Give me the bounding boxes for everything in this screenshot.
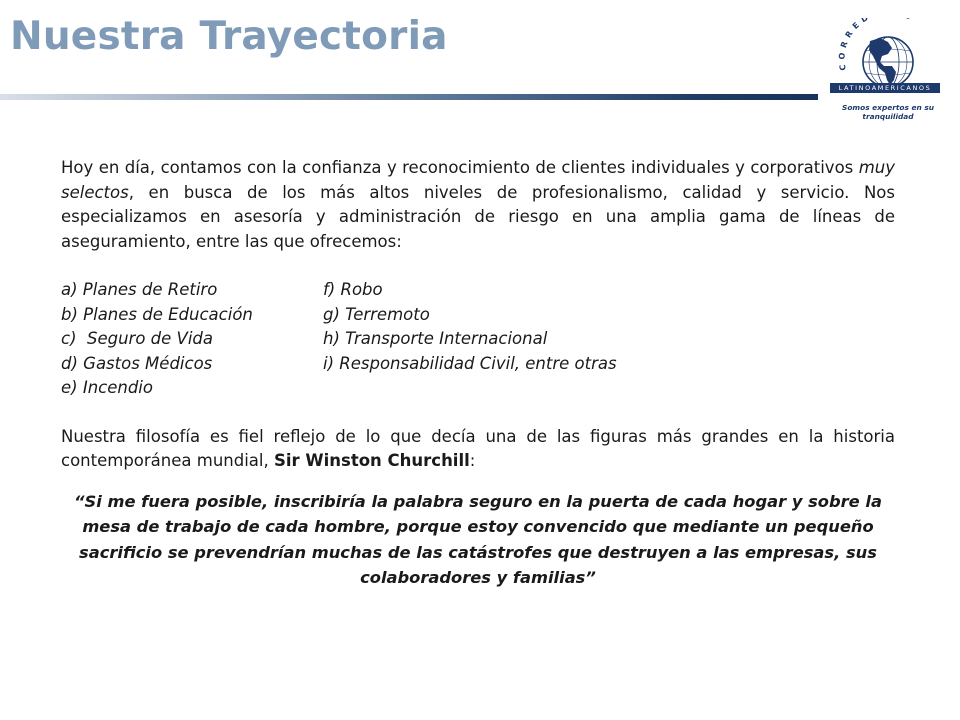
intro-text-2: , en busca de los más altos niveles de profesionalismo, calidad y servicio. Nos especializamos en asesoría y administración de riesgo en una amplia gama de líneas de aseguramiento, entre las que ofrecemos: [61,182,895,251]
intro-paragraph [61,156,895,254]
list-item: e) Incendio [61,378,153,397]
page-title: Nuestra Trayectoria [10,14,448,59]
list-item: b) Planes de Educación [61,304,253,324]
intro-emphasis: muy selectos [61,158,895,202]
philosophy-text: Nuestra filosofía es fiel reflejo de lo que decía una de las figuras más grandes en la historia contemporánea mundial, [61,426,895,470]
logo-band-text: LATINOAMERICANOS [838,84,932,92]
logo-arc-text: CORRE [837,18,865,72]
logo-tagline: Somos expertos en su tranquilidad [842,103,934,121]
insurance-lines-list [61,278,895,401]
churchill-name: Sir Winston Churchill [273,451,470,470]
philosophy-paragraph [61,425,895,474]
churchill-quote: “Si me fuera posible, inscribiría la palabra seguro en la puerta de cada hogar y sobre la mesa de trabajo de cada hombre, porque estoy convencido que mediante un pequeño sacrificio se prevendrían muchas de las catástrofes que destruyen a las empresas, sus colaboradores y familias” [74,491,882,587]
list-item: i) Responsabilidad Civil, entre otras [323,353,617,373]
list-item: c) Seguro de Vida [61,329,214,348]
company-logo [822,18,954,120]
list-item: d) Gastos Médicos [61,353,213,373]
list-item: a) Planes de Retiro [61,280,218,299]
intro-text-1: Hoy en día, contamos con la confianza y reconocimiento de clientes individuales y corporativos [61,158,859,177]
insurance-lines-column-left [61,278,323,401]
main-content [61,156,895,591]
list-item: h) Transporte Internacional [323,329,548,348]
list-item: f) Robo [323,280,383,299]
list-item: g) Terremoto [323,304,430,324]
philosophy-suffix: : [469,451,476,470]
title-divider [0,94,818,100]
insurance-lines-column-right [323,278,883,401]
